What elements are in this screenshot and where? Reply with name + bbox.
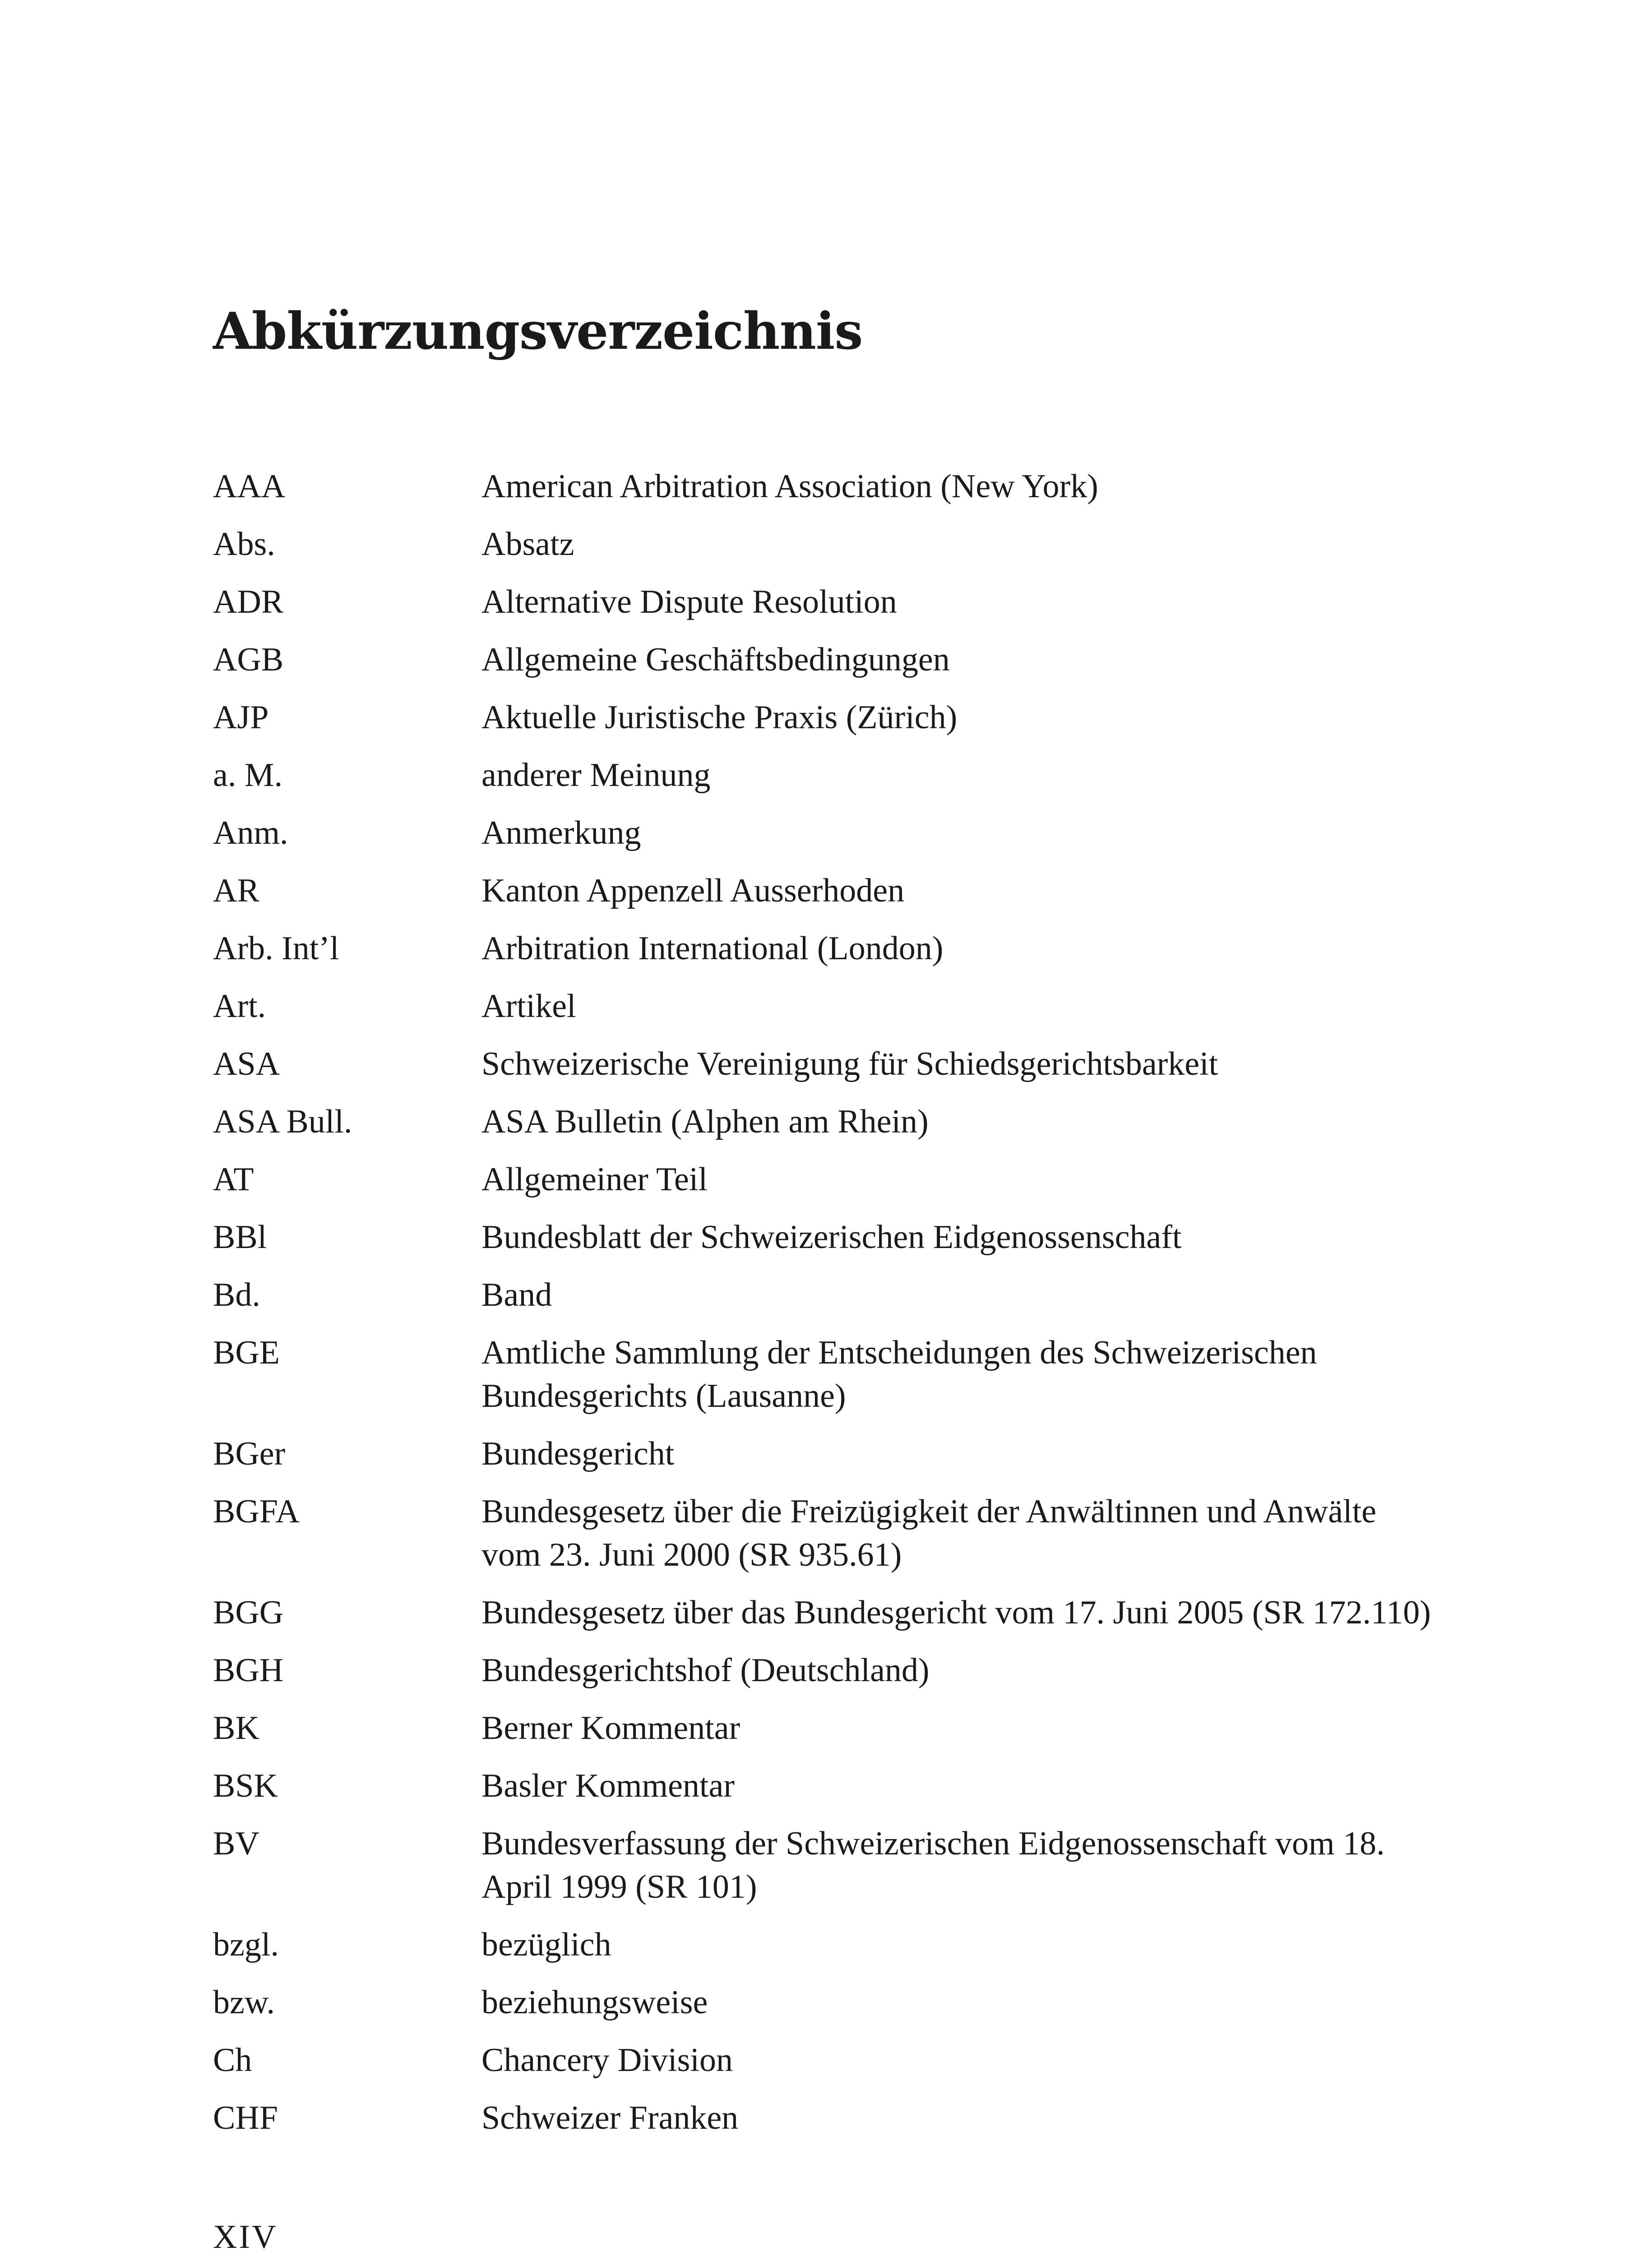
abbreviation: ASA Bull.: [213, 1103, 352, 1140]
definition: Bundesgericht: [481, 1435, 675, 1472]
definition: Chancery Division: [481, 2042, 733, 2079]
list-item: [213, 1591, 1440, 1634]
definition: bezüglich: [481, 1926, 611, 1963]
abbreviation: CHF: [213, 2099, 278, 2136]
list-item: [213, 580, 1440, 624]
definition: Bundesverfassung der Schweizerischen Eidgenossenschaft vom 18. April 1999 (SR 101): [481, 1825, 1385, 1905]
abbreviation: AAA: [213, 468, 286, 505]
abbreviation-list: [213, 465, 1440, 2154]
definition: Absatz: [481, 526, 574, 563]
abbreviation: BV: [213, 1825, 259, 1862]
abbreviation: BSK: [213, 1767, 278, 1804]
definition: Schweizer Franken: [481, 2099, 739, 2136]
page-number: XIV: [213, 2219, 278, 2256]
page-title: Abkürzungsverzeichnis: [213, 302, 863, 361]
abbreviation: ADR: [213, 583, 284, 620]
abbreviation: Arb. Int’l: [213, 930, 339, 967]
abbreviation: AT: [213, 1161, 254, 1198]
definition: Basler Kommentar: [481, 1767, 735, 1804]
definition: Bundesgerichtshof (Deutschland): [481, 1652, 930, 1689]
definition: Berner Kommentar: [481, 1710, 740, 1747]
list-item: [213, 1331, 1440, 1418]
definition: Artikel: [481, 988, 576, 1025]
list-item: [213, 1764, 1440, 1808]
list-item: [213, 869, 1440, 912]
list-item: [213, 1649, 1440, 1692]
definition: anderer Meinung: [481, 757, 711, 794]
definition: Kanton Appenzell Ausserhoden: [481, 872, 905, 909]
abbreviation: AGB: [213, 641, 284, 678]
definition: Schweizerische Vereinigung für Schiedsgerichtsbarkeit: [481, 1045, 1218, 1082]
list-item: [213, 1706, 1440, 1750]
list-item: [213, 1432, 1440, 1475]
abbreviation: Bd.: [213, 1276, 260, 1313]
abbreviation: ASA: [213, 1045, 280, 1082]
abbreviation: a. M.: [213, 757, 283, 794]
definition: Allgemeine Geschäftsbedingungen: [481, 641, 950, 678]
list-item: [213, 1216, 1440, 1259]
abbreviation: bzw.: [213, 1984, 275, 2021]
list-item: [213, 696, 1440, 739]
definition: Allgemeiner Teil: [481, 1161, 708, 1198]
abbreviation: BGE: [213, 1334, 280, 1371]
list-item: [213, 1042, 1440, 1086]
list-item: [213, 1822, 1440, 1909]
abbreviation: Abs.: [213, 526, 275, 563]
definition: Arbitration International (London): [481, 930, 944, 967]
definition: Band: [481, 1276, 552, 1313]
list-item: [213, 2096, 1440, 2140]
list-item: [213, 522, 1440, 566]
definition: ASA Bulletin (Alphen am Rhein): [481, 1103, 929, 1140]
list-item: [213, 1273, 1440, 1317]
list-item: [213, 811, 1440, 855]
abbreviation: Ch: [213, 2042, 252, 2079]
abbreviation: BK: [213, 1710, 259, 1747]
definition: Alternative Dispute Resolution: [481, 583, 897, 620]
definition: beziehungsweise: [481, 1984, 708, 2021]
definition: Bundesgesetz über die Freizügigkeit der Anwältinnen und Anwälte vom 23. Juni 2000 (SR 935.61): [481, 1493, 1377, 1573]
definition: Aktuelle Juristische Praxis (Zürich): [481, 699, 958, 736]
abbreviation: AJP: [213, 699, 269, 736]
abbreviation: bzgl.: [213, 1926, 279, 1963]
definition: Anmerkung: [481, 814, 641, 851]
list-item: [213, 927, 1440, 970]
list-item: [213, 2039, 1440, 2082]
definition: Amtliche Sammlung der Entscheidungen des Schweizerischen Bundesgerichts (Lausanne): [481, 1334, 1317, 1415]
list-item: [213, 1923, 1440, 1966]
list-item: [213, 985, 1440, 1028]
abbreviation: BGer: [213, 1435, 286, 1472]
list-item: [213, 754, 1440, 797]
list-item: [213, 465, 1440, 508]
abbreviation: BBl: [213, 1219, 267, 1256]
abbreviation: AR: [213, 872, 259, 909]
list-item: [213, 638, 1440, 681]
abbreviation: BGG: [213, 1594, 284, 1631]
list-item: [213, 1158, 1440, 1201]
definition: Bundesblatt der Schweizerischen Eidgenossenschaft: [481, 1219, 1182, 1256]
list-item: [213, 1490, 1440, 1576]
list-item: [213, 1100, 1440, 1143]
abbreviation: Art.: [213, 988, 266, 1025]
abbreviation: BGH: [213, 1652, 284, 1689]
abbreviation: BGFA: [213, 1493, 300, 1530]
definition: Bundesgesetz über das Bundesgericht vom 17. Juni 2005 (SR 172.110): [481, 1594, 1431, 1631]
definition: American Arbitration Association (New York): [481, 468, 1098, 505]
abbreviation: Anm.: [213, 814, 288, 851]
list-item: [213, 1981, 1440, 2024]
